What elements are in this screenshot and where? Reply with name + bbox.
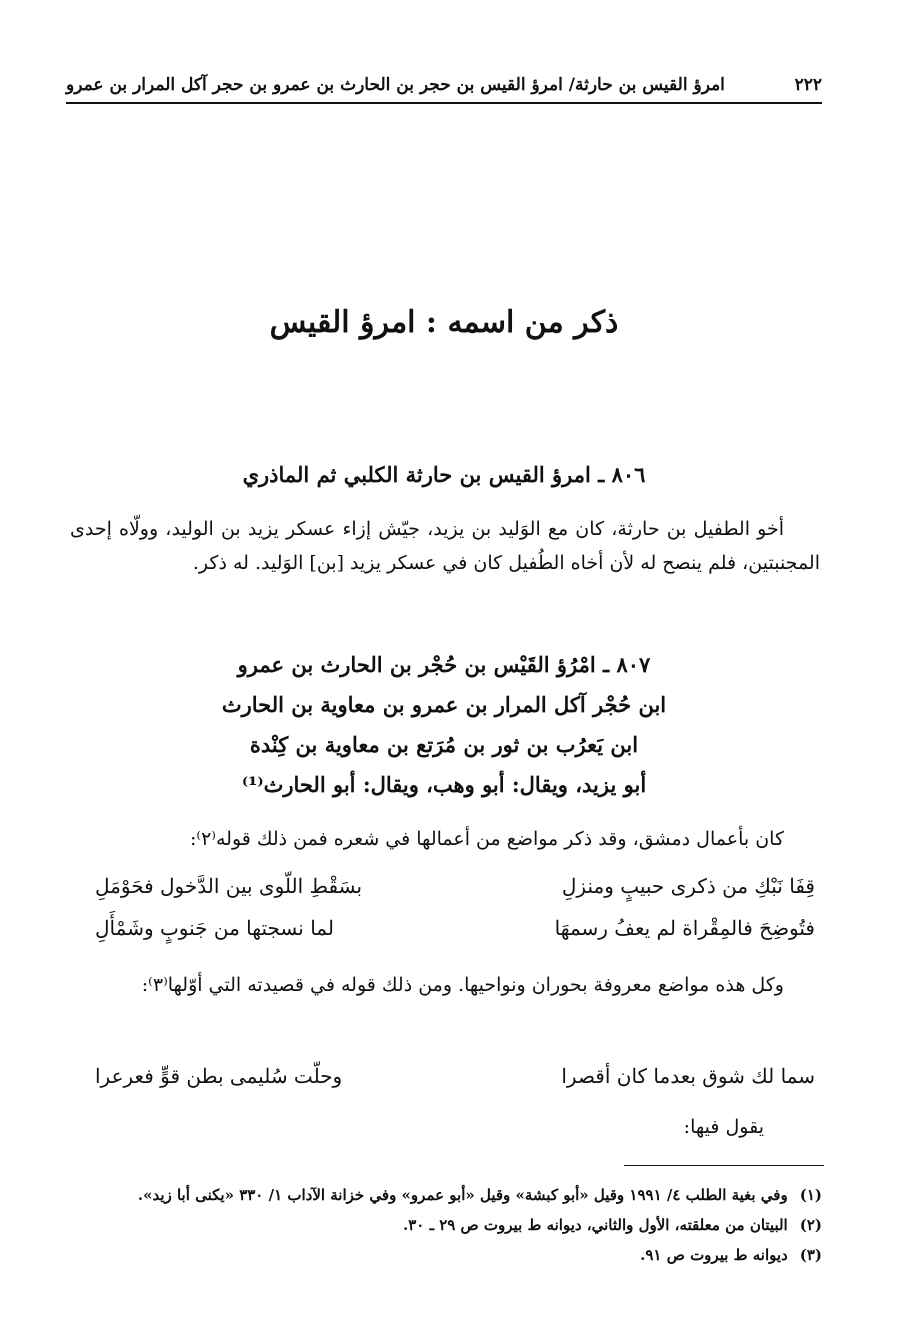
entry-807-heading-line: أبو يزيد، ويقال: أبو وهب، ويقال: أبو الحارث⁽¹⁾: [241, 772, 647, 797]
entry-807-paragraph-end: يقول فيها:: [683, 1116, 764, 1138]
running-header: [66, 70, 822, 100]
footnote-number: (٣): [799, 1246, 822, 1264]
verse-line: [95, 907, 815, 949]
footnote-text: البيتان من معلقته، الأول والثاني، ديوانه ط بيروت ص ٢٩ ـ ٣٠.: [403, 1216, 788, 1234]
verse-line: [95, 865, 815, 907]
header-rule: [66, 102, 822, 104]
verse-second-hemistich: بسَقْطِ اللّوى بين الدَّخول فحَوْمَلِ: [95, 874, 363, 898]
poem-verse-2: [95, 1055, 815, 1097]
verse-line: [95, 1055, 815, 1097]
verse-first-hemistich: سما لك شوق بعدما كان أقصرا: [561, 1064, 815, 1088]
footnote-2: [70, 1210, 822, 1240]
entry-806-heading: ٨٠٦ ـ امرؤ القيس بن حارثة الكلبي ثم الماذري: [242, 462, 646, 487]
footnote-text: ديوانه ط بيروت ص ٩١.: [640, 1246, 788, 1264]
footnote-number: (٢): [799, 1216, 822, 1234]
running-title: امرؤ القيس بن حارثة/ امرؤ القيس بن حجر بن الحارث بن عمرو بن حجر آكل المرار بن عمرو: [66, 75, 725, 95]
verse-second-hemistich: لما نسجتها من جَنوبٍ وشَمْأَلِ: [95, 916, 334, 940]
entry-807-intro: كان بأعمال دمشق، وقد ذكر مواضع من أعمالها في شعره فمن ذلك قوله⁽٢⁾:: [190, 828, 784, 850]
entry-806-text: أخو الطفيل بن حارثة، كان مع الوَليد بن يزيد، جيّش إزاء عسكر يزيد بن الوليد، وولّاه إحدى المجنبتين، فلم ينصح له لأن أخاه الطُفيل كان في عسكر يزيد [بن] الوَليد. له ذكر.: [70, 518, 820, 574]
chapter-title: ذكر من اسمه : امرؤ القيس: [269, 305, 619, 340]
footnotes: [70, 1180, 822, 1270]
page-number: ٢٢٢: [794, 75, 822, 95]
entry-807-heading: [66, 645, 822, 805]
footnote-text: وفي بغية الطلب ٤/ ١٩٩١ وقيل «أبو كبشة» وقيل «أبو عمرو» وفي خزانة الآداب ١/ ٣٣٠ «يكنى أبا زيد».: [137, 1186, 788, 1204]
footnote-3: [70, 1240, 822, 1270]
footnote-rule: [624, 1165, 824, 1166]
entry-807-heading-line: ابن حُجْر آكل المرار بن عمرو بن معاوية بن الحارث: [221, 692, 667, 717]
footnote-1: [70, 1180, 822, 1210]
verse-second-hemistich: وحلّت سُليمى بطن قوٍّ فعرعرا: [95, 1064, 343, 1088]
footnote-number: (١): [799, 1186, 822, 1204]
entry-807-heading-line: ابن يَعرُب بن ثور بن مُرَتع بن معاوية بن كِنْدة: [249, 732, 639, 757]
entry-807-heading-line: ٨٠٧ ـ امْرُؤ القَيْس بن حُجْر بن الحارث بن عمرو: [237, 652, 651, 677]
entry-807-paragraph: وكل هذه مواضع معروفة بحوران ونواحيها. ومن ذلك قوله في قصيدته التي أوّلها⁽٣⁾:: [141, 974, 784, 996]
verse-first-hemistich: قِفَا نَبْكِ من ذكرى حبيبٍ ومنزلِ: [561, 874, 815, 898]
poem-verse-1: [95, 865, 815, 949]
verse-first-hemistich: فتُوضِحَ فالمِقْراة لم يعفُ رسمهَا: [554, 916, 815, 940]
